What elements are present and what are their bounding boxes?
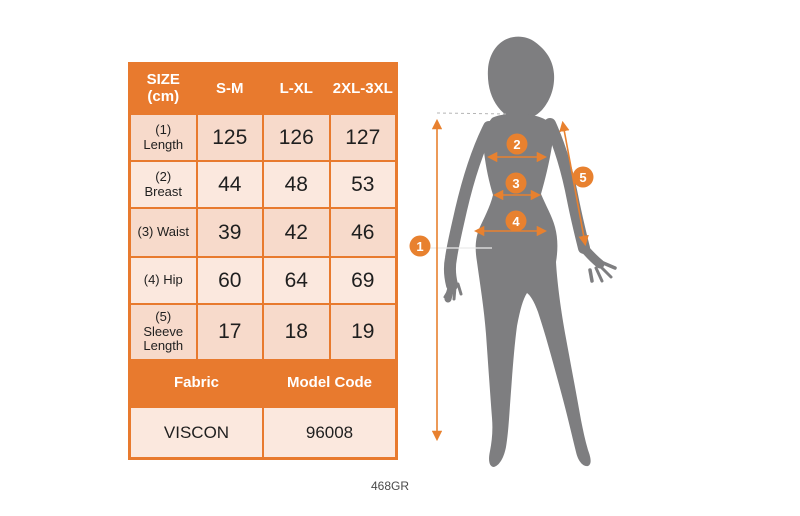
svg-text:2: 2	[513, 137, 521, 152]
svg-text:4: 4	[512, 214, 520, 229]
size-value: 42	[264, 209, 329, 256]
size-value: 17	[198, 305, 263, 359]
size-value: 60	[198, 258, 263, 303]
woman-silhouette-icon	[445, 37, 615, 467]
row-label-length: (1) Length	[131, 115, 196, 160]
size-value: 125	[198, 115, 263, 160]
marker-2	[507, 134, 528, 155]
marker-1	[410, 236, 431, 257]
svg-text:3: 3	[512, 176, 520, 191]
column-header-2xl3xl: 2XL-3XL	[331, 65, 396, 113]
fabric-header: Fabric	[131, 361, 262, 406]
size-value: 39	[198, 209, 263, 256]
marker-4	[506, 211, 527, 232]
row-label-hip: (4) Hip	[131, 258, 196, 303]
size-value: 48	[264, 162, 329, 207]
product-code-label: 468GR	[370, 479, 410, 493]
column-header-lxl: L-XL	[264, 65, 329, 113]
size-value: 44	[198, 162, 263, 207]
size-unit-header: SIZE (cm)	[131, 65, 196, 113]
size-value: 19	[331, 305, 396, 359]
svg-text:1: 1	[416, 239, 424, 254]
size-value: 126	[264, 115, 329, 160]
marker-3	[506, 173, 527, 194]
row-label-breast: (2) Breast	[131, 162, 196, 207]
shoulder-guide-dashed-line	[437, 113, 508, 114]
size-value: 69	[331, 258, 396, 303]
model-code-value: 96008	[264, 408, 395, 457]
size-table	[128, 62, 398, 460]
row-label-sleeve-length: (5) Sleeve Length	[131, 305, 196, 359]
fabric-value: VISCON	[131, 408, 262, 457]
size-value: 53	[331, 162, 396, 207]
model-code-header: Model Code	[264, 361, 395, 406]
size-value: 46	[331, 209, 396, 256]
row-label-waist: (3) Waist	[131, 209, 196, 256]
svg-text:5: 5	[579, 170, 587, 185]
size-value: 127	[331, 115, 396, 160]
size-value: 64	[264, 258, 329, 303]
size-value: 18	[264, 305, 329, 359]
column-header-sm: S-M	[198, 65, 263, 113]
marker-5	[573, 167, 594, 188]
